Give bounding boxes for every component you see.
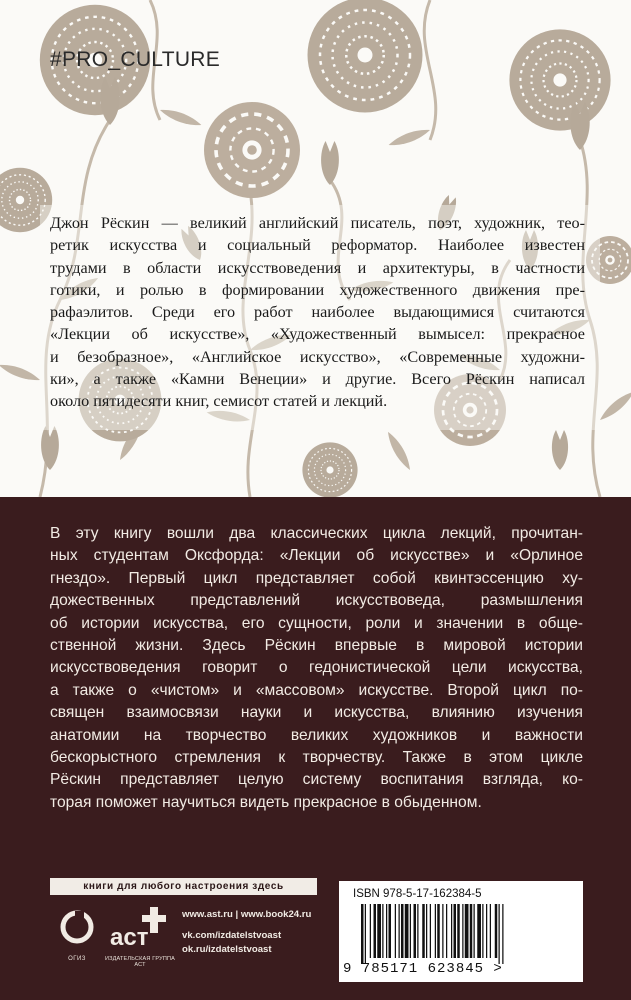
barcode-number: 9 785171 623845 > [343, 961, 503, 977]
description-line: священ взаимосвязи науки и искусства, влиянию изучения [50, 704, 583, 722]
description-line: ственной жизни. Здесь Рёскин впервые в мировой истории [50, 637, 583, 655]
ast-logo-text: аст [110, 924, 149, 951]
bio-line: рафаэлитов. Среди его работ наиболее выдающимися считаются [50, 303, 585, 322]
description-panel [0, 497, 631, 1000]
ast-logo-icon [104, 905, 174, 957]
bio-line: и безобразное», «Английское искусство», «Современные художни- [50, 347, 585, 366]
bio-line: «Лекции об искусстве», «Художественный вымысел: прекрасное [50, 325, 585, 344]
bio-line: Джон Рёскин — великий английский писатель, поэт, художник, тео- [50, 214, 585, 232]
description-line: Рёскин представляет целую систему воспитания взгляда, ко- [50, 771, 583, 789]
description-line: В эту книгу вошли два классических цикла лекций, прочитан- [50, 525, 583, 542]
description-line: а также о «чистом» и «массовом» искусстве. Второй цикл по- [50, 681, 583, 699]
ok-link[interactable]: ok.ru/izdatelstvoast [182, 944, 272, 955]
vk-link[interactable]: vk.com/izdatelstvoast [182, 930, 282, 941]
publisher-links [182, 908, 332, 957]
description-line: дожественных представлений искусствоведа, размышления [50, 592, 583, 610]
ast-caption: ИЗДАТЕЛЬСКАЯ ГРУППА АСТ [104, 956, 176, 968]
description-line: ных студентам Оксфорда: «Лекции об искусстве» и «Орлиное [50, 547, 583, 565]
bio-line: ки», а также «Камни Венеции» и другие. Всего Рёскин написал [50, 370, 585, 389]
slogan-banner: книги для любого настроения здесь [50, 878, 317, 895]
description-line: бескорыстного стремления к творчеству. Также в этом цикле [50, 749, 583, 767]
ogiz-logo-icon [60, 910, 94, 956]
bio-line: готики, и ролью в формировании художественного движения пре- [50, 280, 585, 299]
bio-line: трудами в области искусствоведения и архитектуры, в частности [50, 258, 585, 277]
barcode-block [339, 881, 583, 982]
bio-line: ретик искусства и социальный реформатор. Наиболее известен [50, 236, 585, 255]
description-line: искусствоведения говорит о гедонистической цели искусства, [50, 659, 583, 677]
hashtag: #PRO_CULTURE [50, 48, 221, 71]
isbn-label: ISBN 978-5-17-162384-5 [353, 888, 482, 900]
barcode-icon [353, 904, 571, 964]
description-line: гнездо». Первый цикл представляет собой квинтэссенцию ху- [50, 569, 583, 587]
ogiz-caption: ОГИЗ [68, 956, 86, 962]
website-links[interactable]: www.ast.ru | www.book24.ru [182, 909, 312, 920]
book-description [50, 523, 583, 814]
description-line: торая поможет научиться видеть прекрасное в обыденном. [50, 793, 482, 811]
floral-section [0, 0, 631, 497]
author-bio [50, 212, 585, 413]
bio-line: около пятидесяти книг, семисот статей и лекций. [50, 392, 388, 411]
description-line: об истории искусства, его сущности, роли и значении в обще- [50, 614, 583, 632]
description-line: анатомии на творчество великих художников и важности [50, 726, 583, 744]
